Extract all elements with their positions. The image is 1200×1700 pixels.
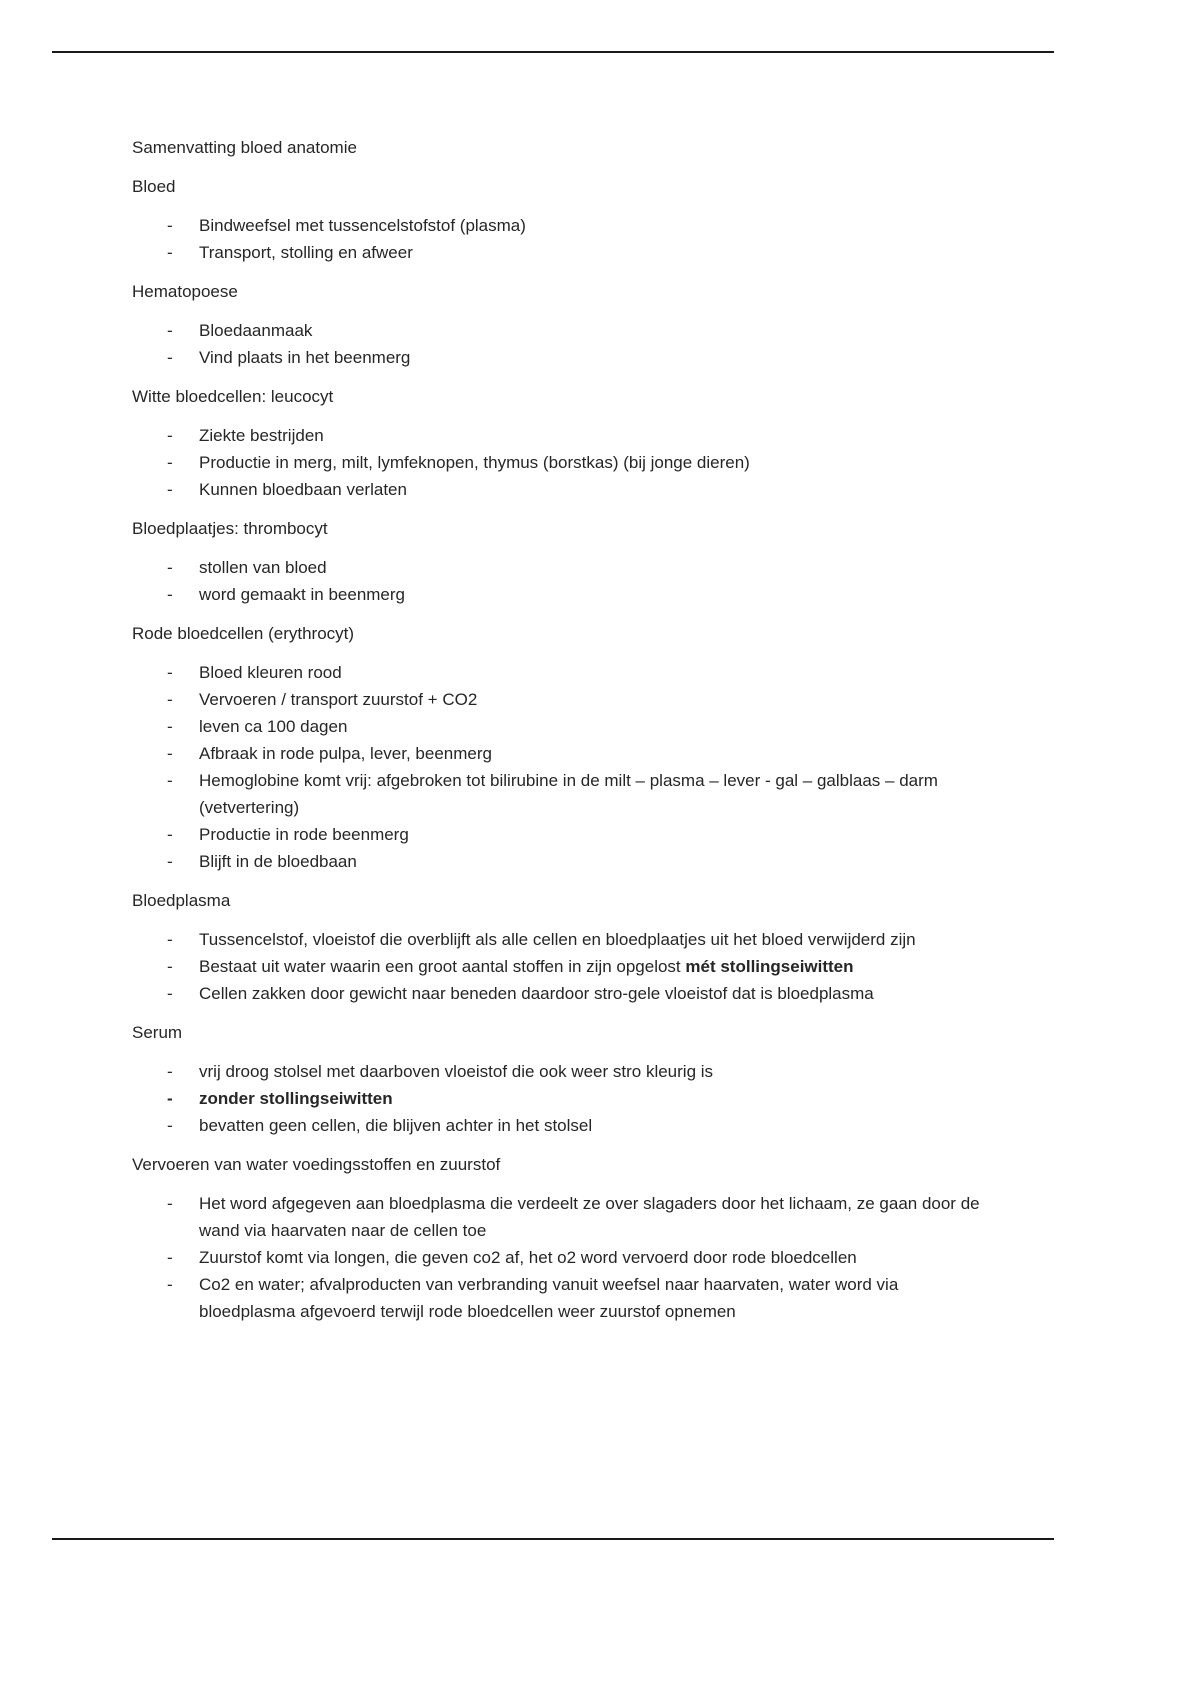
list-item: - Bindweefsel met tussencelstofstof (plasma) (132, 212, 982, 239)
bullet-list (132, 317, 982, 371)
list-item: - Zuurstof komt via longen, die geven co2 af, het o2 word vervoerd door rode bloedcellen (132, 1244, 982, 1271)
list-item: - word gemaakt in beenmerg (132, 581, 982, 608)
list-item: - leven ca 100 dagen (132, 713, 982, 740)
list-item: - Ziekte bestrijden (132, 422, 982, 449)
bullet-list (132, 554, 982, 608)
list-item: - Productie in merg, milt, lymfeknopen, thymus (borstkas) (bij jonge dieren) (132, 449, 982, 476)
list-item (132, 1085, 982, 1112)
list-item: - Productie in rode beenmerg (132, 821, 982, 848)
list-item: - Bestaat uit water waarin een groot aantal stoffen in zijn opgelost mét stollingseiwitten (132, 953, 982, 980)
list-item: - Het word afgegeven aan bloedplasma die verdeelt ze over slagaders door het lichaam, ze gaan door de wand via haarvaten naar de cellen toe (132, 1190, 982, 1244)
bullet-list (132, 1058, 982, 1139)
list-item: - stollen van bloed (132, 554, 982, 581)
list-item: - Bloedaanmaak (132, 317, 982, 344)
bullet-list (132, 659, 982, 875)
list-item: - Kunnen bloedbaan verlaten (132, 476, 982, 503)
list-item: - Bloed kleuren rood (132, 659, 982, 686)
section-heading: Bloed (132, 177, 176, 196)
section-heading: Vervoeren van water voedingsstoffen en zuurstof (132, 1155, 501, 1174)
list-item: - Afbraak in rode pulpa, lever, beenmerg (132, 740, 982, 767)
section-heading: Rode bloedcellen (erythrocyt) (132, 624, 355, 643)
document-body (132, 134, 982, 1337)
list-item: - vrij droog stolsel met daarboven vloeistof die ook weer stro kleurig is (132, 1058, 982, 1085)
bullet-list (132, 422, 982, 503)
list-item: - bevatten geen cellen, die blijven achter in het stolsel (132, 1112, 982, 1139)
list-item: - Tussencelstof, vloeistof die overblijft als alle cellen en bloedplaatjes uit het bloed verwijderd zijn (132, 926, 982, 953)
header-rule (52, 51, 1054, 53)
bullet-list (132, 926, 982, 1007)
footer-rule (52, 1538, 1054, 1540)
list-item: - Cellen zakken door gewicht naar beneden daardoor stro-gele vloeistof dat is bloedplasma (132, 980, 982, 1007)
section-heading: Serum (132, 1023, 183, 1042)
bullet-list (132, 212, 982, 266)
bold-emphasis: mét stollingseiwitten (685, 957, 854, 976)
section-heading: Witte bloedcellen: leucocyt (132, 387, 334, 406)
bold-emphasis: zonder stollingseiwitten (199, 1089, 393, 1108)
list-item: - Vind plaats in het beenmerg (132, 344, 982, 371)
list-item: - Blijft in de bloedbaan (132, 848, 982, 875)
section-heading: Bloedplasma (132, 891, 231, 910)
section-heading: Bloedplaatjes: thrombocyt (132, 519, 328, 538)
document-title: Samenvatting bloed anatomie (132, 138, 357, 157)
list-item: - Transport, stolling en afweer (132, 239, 982, 266)
list-item: - Co2 en water; afvalproducten van verbranding vanuit weefsel naar haarvaten, water word via bloedplasma afgevoerd terwijl rode bloedcellen weer zuurstof opnemen (132, 1271, 982, 1325)
list-item: - Vervoeren / transport zuurstof + CO2 (132, 686, 982, 713)
section-heading: Hematopoese (132, 282, 238, 301)
list-item: - Hemoglobine komt vrij: afgebroken tot bilirubine in de milt – plasma – lever - gal – galblaas – darm (vetvertering) (132, 767, 982, 821)
bullet-list (132, 1190, 982, 1325)
